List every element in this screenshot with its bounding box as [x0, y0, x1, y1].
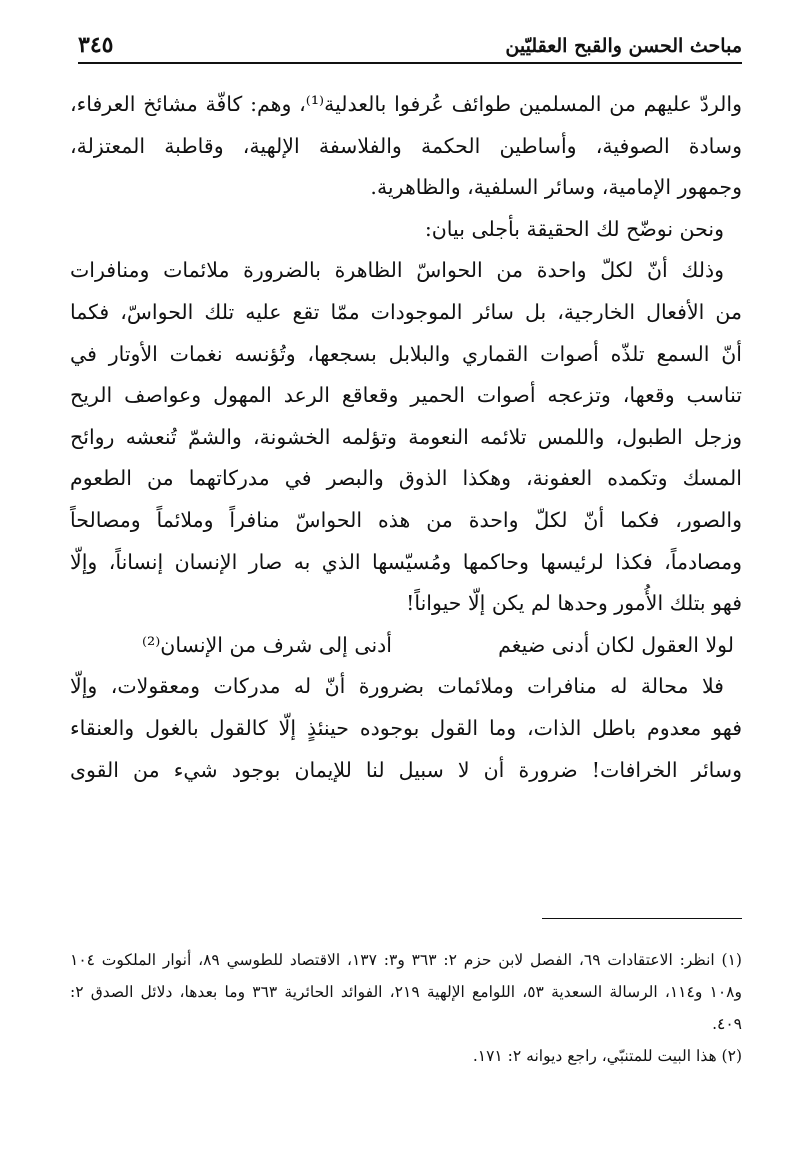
text-line: وجمهور الإمامية، وسائر السلفية، والظاهرية. [370, 175, 742, 200]
footnote-2: (٢) هذا البيت للمتنبّي، راجع ديوانه ٢: ١٧١. [472, 1047, 742, 1065]
page-number: ٣٤٥ [78, 32, 114, 58]
text-line: وسائر الخرافات! ضرورة أن لا سبيل لنا للإيمان بوجود شيء من القوى [70, 757, 742, 782]
text-line: المسك وتكمده العفونة، وهكذا الذوق والبصر في مدركاتهما من الطعوم [70, 466, 742, 491]
text-line: فهو معدوم باطل الذات، وما القول بوجوده حينئذٍ إلّا كالقول بالغول والعنقاء [70, 715, 742, 740]
footnote-1-line: (١) انظر: الاعتقادات ٦٩، الفصل لابن حزم ٢: ٣٦٣ و٣: ١٣٧، الاقتصاد للطوسي ٨٩، أنوار الملكوت ١٠٤ [70, 951, 742, 969]
text-line: أنّ السمع تلذّه أصوات القماري والبلابل بسجعها، وتُؤنسه نغمات الأوتار في [70, 341, 742, 366]
text-line: وزجل الطبول، واللمس تلائمه النعومة وتؤلمه الخشونة، والشمّ تُنعشه روائح [70, 424, 742, 449]
footnote-1-line: و١٠٨ و١١٤، الرسالة السعدية ٥٣، اللوامع الإلهية ٢١٩، الفوائد الحائرية ٣٦٣ وما بعدها، دلائل الصدق ٢: [70, 983, 742, 1001]
page-header [78, 28, 742, 64]
verse-first-hemistich: لولا العقول لكان أدنى ضيغم [498, 632, 734, 657]
poetry-verse [70, 625, 742, 667]
text-line: من الأفعال الخارجية، بل سائر الموجودات ممّا تقع عليه تلك الحواسّ، فكما [70, 299, 742, 324]
text-line: فهو بتلك الأُمور وحدها لم يكن إلّا حيواناً! [406, 591, 742, 616]
text-line: تناسب وقعها، وتزعجه أصوات الحمير وقعاقع الرعد المهول وعواصف الريح [70, 383, 742, 408]
footnote-separator [542, 918, 742, 919]
text-line: ومصادماً، فكذا لرئيسها وحاكمها ومُسيّسها الذي به صار الإنسان إنساناً، وإلّا [70, 549, 742, 574]
text-line: فلا محالة له منافرات وملائمات بضرورة أنّ له مدركات ومعقولات، وإلّا [70, 674, 724, 699]
running-title: مباحث الحسن والقبح العقليّين [505, 35, 742, 57]
text-line: وذلك أنّ لكلّ واحدة من الحواسّ الظاهرة بالضرورة ملائمات ومنافرات [70, 258, 724, 283]
main-text [70, 84, 742, 791]
text-line: وسادة الصوفية، وأساطين الحكمة والفلاسفة الإلهية، وقاطبة المعتزلة، [70, 133, 742, 158]
verse-second-hemistich: أدنى إلى شرف من الإنسان⁽²⁾ [141, 632, 392, 657]
footnotes [70, 944, 742, 1072]
footnote-1-line: ٤٠٩. [712, 1015, 742, 1033]
text-line: ونحن نوضّح لك الحقيقة بأجلى بيان: [424, 216, 724, 241]
text-line: والردّ عليهم من المسلمين طوائف عُرفوا بالعدلية⁽¹⁾، وهم: كافّة مشائخ العرفاء، [70, 92, 742, 116]
text-line: والصور، فكما أنّ لكلّ واحدة من هذه الحواسّ منافراً وملائماً ومصالحاً [70, 507, 742, 532]
